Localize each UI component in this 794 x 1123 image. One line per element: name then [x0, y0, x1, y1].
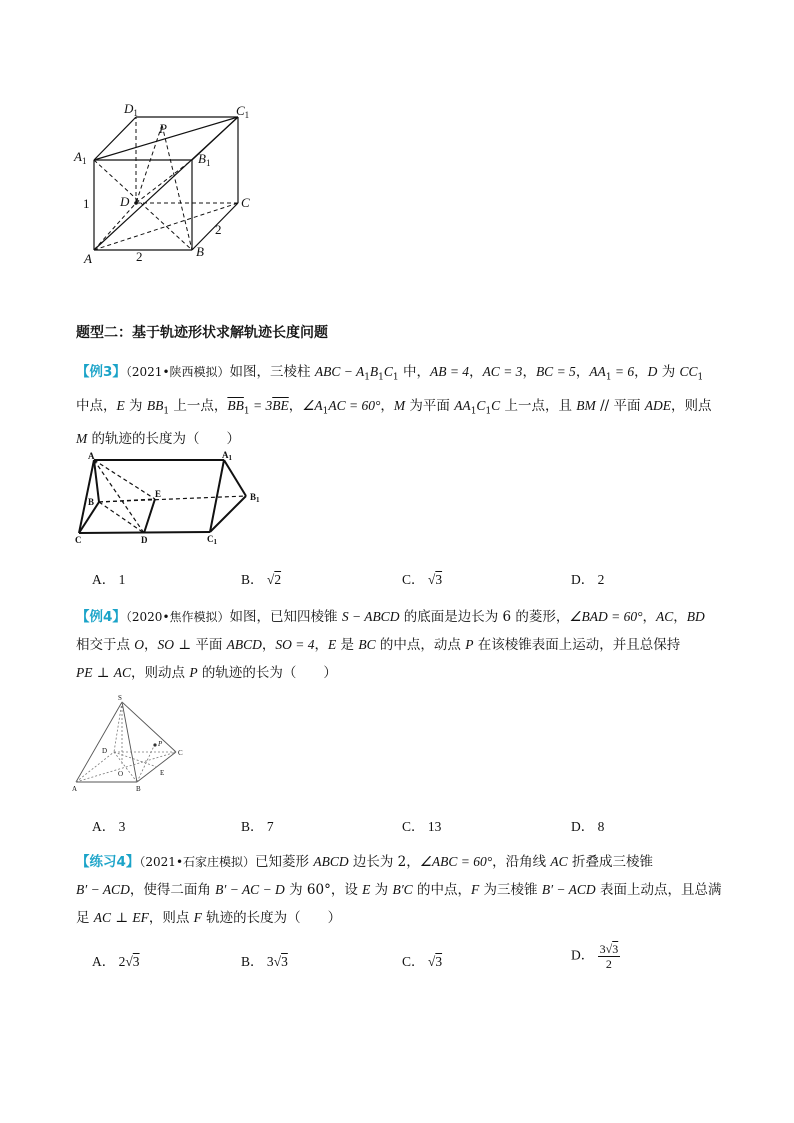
pyr-label-D: D [102, 747, 108, 755]
ex4-choices [92, 815, 732, 835]
label-B1: $B_1$ [198, 151, 211, 168]
pyr-label-B: B [136, 785, 141, 793]
pyr-label-P: P [158, 740, 163, 748]
ex4-line-1: 【例4】（2020•焦作模拟）如图，已知四棱锥 S − ABCD 的底面是边长为 6 的菱形，∠BAD = 60°，AC，BD [76, 609, 705, 625]
prism-figure [72, 450, 272, 545]
label-D: D [120, 194, 130, 209]
ex3-tag: 【例3】 [76, 364, 126, 380]
practice-4-text [76, 848, 724, 932]
pr4-choice-d[interactable]: D． $\frac{3√3}{2}$ [571, 942, 619, 971]
label-C: C [241, 195, 250, 210]
section-title: 题型二：基于轨迹形状求解轨迹长度问题 [76, 325, 328, 341]
prism-label-D: D [141, 535, 148, 545]
prism-label-B1: $B_1$ [250, 492, 260, 504]
label-C1: $C_1$ [236, 103, 250, 120]
prism-label-A: A [88, 451, 95, 461]
ex3-choice-d[interactable]: D． 2 [571, 572, 605, 587]
example-4-text [76, 603, 724, 687]
prism-label-B: B [88, 497, 95, 507]
ex4-source: （2020•焦作模拟） [125, 610, 230, 624]
ex4-choice-a[interactable]: A． 3 [92, 819, 126, 834]
prism-label-C: C [75, 535, 82, 545]
pr4-source: （2021•石家庄模拟） [139, 855, 256, 869]
ex3-line-1: 【例3】（2021•陕西模拟）如图，三棱柱 ABC − $A_1B_1C_1$ 中，AB = 4，AC = 3，BC = 5，$AA_1 = 6$，D 为 $CC_1$ [76, 364, 704, 383]
ex3-choices [92, 568, 732, 588]
ex3-line-3: M 的轨迹的长度为（ ） [76, 431, 241, 448]
cuboid-figure [70, 95, 270, 270]
label-A: A [84, 251, 92, 266]
pyramid-figure [70, 690, 190, 800]
pr4-line-3: 足 AC ⊥ EF，则点 F 轨迹的长度为（ ） [76, 910, 342, 926]
ex3-choice-c[interactable]: C． √3 [402, 572, 443, 587]
ex3-choice-b[interactable]: B． √2 [241, 572, 282, 587]
prism-label-E: E [155, 489, 162, 499]
pyr-label-S: S [118, 694, 122, 702]
label-B: B [196, 244, 204, 259]
label-P: P [159, 121, 167, 136]
label-A1: $A_1$ [74, 149, 87, 166]
pr4-choices [92, 942, 732, 980]
pr4-line-1: 【练习4】（2021•石家庄模拟）已知菱形 ABCD 边长为 2，∠ABC = 60°，沿角线 AC 折叠成三棱锥 [76, 854, 653, 870]
ex4-choice-b[interactable]: B． 7 [241, 819, 274, 834]
ex4-choice-d[interactable]: D． 8 [571, 819, 605, 834]
dim-width: 2 [136, 249, 143, 264]
ex4-choice-c[interactable]: C． 13 [402, 819, 442, 834]
pr4-choice-b[interactable]: B． 3√3 [241, 954, 288, 969]
pyr-label-C: C [178, 749, 183, 757]
label-D1: $D_1$ [124, 101, 138, 118]
ex4-tag: 【例4】 [76, 609, 126, 625]
pyr-label-O: O [118, 770, 124, 778]
seg-PB [162, 125, 192, 250]
example-3-text [76, 358, 724, 453]
prism-label-A1: $A_1$ [222, 450, 232, 462]
dim-height: 1 [83, 196, 90, 211]
pyr-label-E: E [160, 769, 165, 777]
fraction: $\frac{3√3}{2}$ [599, 942, 619, 971]
pyr-label-A: A [72, 785, 78, 793]
prism-label-C1: $C_1$ [207, 534, 217, 545]
ex3-source: （2021•陕西模拟） [125, 365, 230, 379]
pr4-tag: 【练习4】 [76, 854, 140, 870]
pr4-choice-a[interactable]: A． 2√3 [92, 954, 140, 969]
ex4-line-2: 相交于点 O，SO ⊥ 平面 ABCD，SO = 4，E 是 BC 的中点，动点 P 在该棱锥表面上运动，并且总保持 [76, 637, 681, 653]
ex3-choice-a[interactable]: A． 1 [92, 572, 126, 587]
ex4-line-3: PE ⊥ AC，则动点 P 的轨迹的长为（ ） [76, 665, 337, 681]
ex3-line-2: 中点，E 为 $BB_1$ 上一点，$\overline{BB}_1 = 3\overline{BE}$，$\angle A_1AC = 60^\circ$，M 为平面 $AA_1C_1C$ 上一点，且 BM // 平面 ADE，则点 [76, 397, 712, 417]
pr4-line-2: B′ − ACD，使得二面角 B′ − AC − D 为 60°，设 E 为 B′C 的中点，F 为三棱锥 B′ − ACD 表面上动点，且总满 [76, 882, 722, 898]
dim-depth: 2 [215, 222, 222, 237]
pr4-choice-c[interactable]: C． √3 [402, 954, 443, 969]
